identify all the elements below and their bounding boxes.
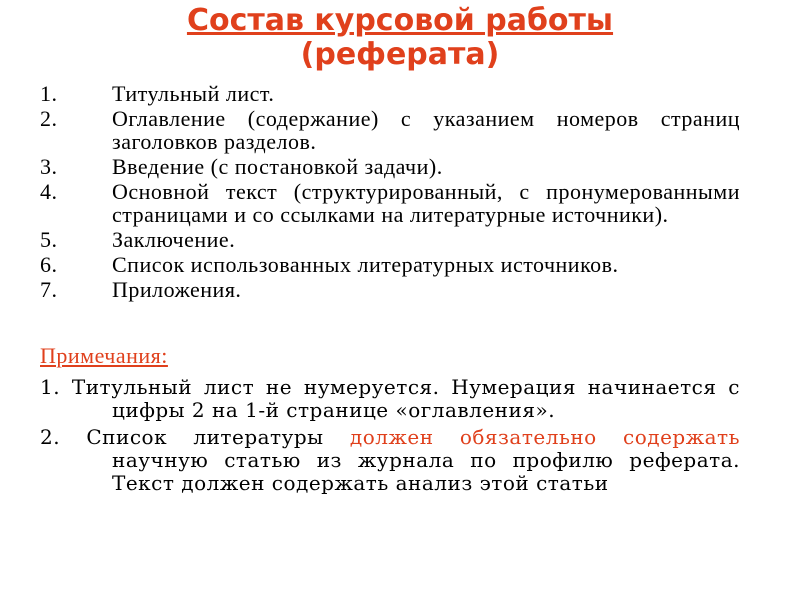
list-item-number: 3. (40, 154, 58, 179)
list-item-text: Титульный лист. (112, 81, 275, 106)
list-item (40, 155, 740, 178)
note-2-highlight: должен обязательно содержать (349, 425, 740, 449)
list-item-number: 4. (40, 179, 58, 204)
list-item (40, 228, 740, 251)
note-1: 1. Титульный лист не нумеруется. Нумерация начинается с цифры 2 на 1-й странице «оглавления». (40, 375, 740, 422)
list-item-number: 5. (40, 227, 58, 252)
list-item-text: Введение (с постановкой задачи). (112, 154, 443, 179)
list-item-text: Список использованных литературных источников. (112, 252, 619, 277)
title-line-2: (реферата) (300, 37, 500, 72)
note-2-after: научную статью из журнала по профилю реферата. Текст должен содержать анализ этой статьи (112, 448, 740, 495)
note-2 (40, 426, 740, 495)
title-line-1: Состав курсовой работы (186, 3, 614, 38)
list-item-number: 7. (40, 277, 58, 302)
list-item-text: Оглавление (содержание) с указанием номеров страниц заголовков разделов. (112, 106, 740, 154)
note-2-before: 2. Список литературы (40, 425, 350, 449)
composition-list (40, 82, 740, 303)
list-item-number: 1. (40, 81, 58, 106)
list-item (40, 180, 740, 226)
list-item (40, 278, 740, 301)
list-item-text: Приложения. (112, 277, 242, 302)
list-item (40, 107, 740, 153)
list-item-number: 2. (40, 106, 58, 131)
list-item (40, 82, 740, 105)
notes-heading: Примечания: (40, 343, 168, 368)
list-item-number: 6. (40, 252, 58, 277)
list-item (40, 253, 740, 276)
list-item-text: Основной текст (структурированный, с пронумерованными страницами и со ссылками на литературные источники). (112, 179, 740, 227)
notes-section (40, 344, 740, 499)
page-title (0, 4, 800, 72)
list-item-text: Заключение. (112, 227, 236, 252)
